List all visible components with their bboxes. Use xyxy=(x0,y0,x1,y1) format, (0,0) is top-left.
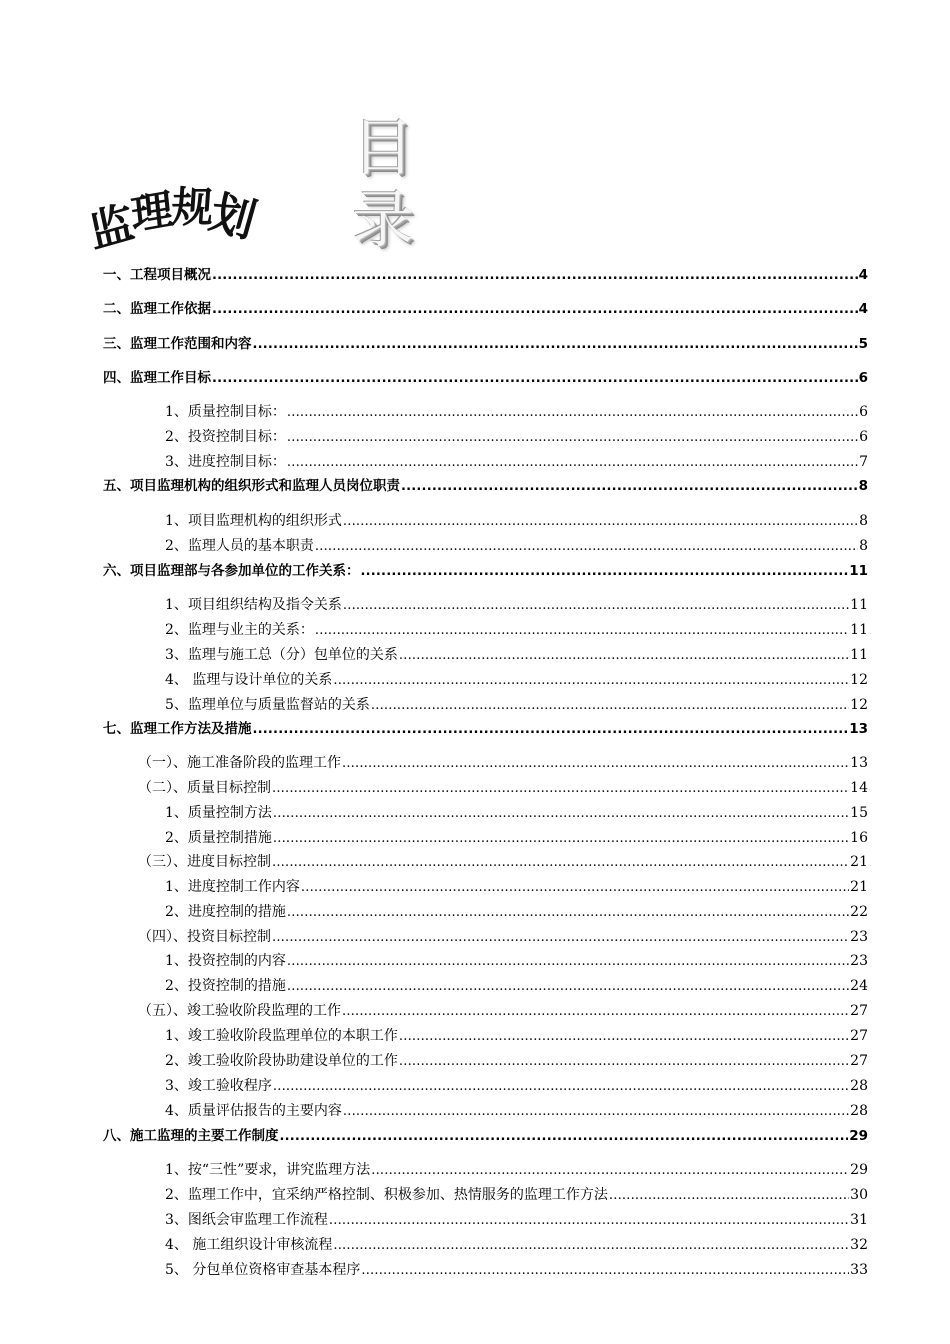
toc-entry-title: 五、项目监理机构的组织形式和监理人员岗位职责 xyxy=(103,478,400,494)
toc-entry-title: （五）、竣工验收阶段监理的工作 xyxy=(138,1003,341,1019)
toc-entry-title: 六、项目监理部与各参加单位的工作关系： xyxy=(103,563,360,579)
toc-entry-page: 27 xyxy=(850,1003,868,1019)
dot-leader xyxy=(287,903,849,921)
toc-entry-title: 四、监理工作目标 xyxy=(103,370,211,386)
toc-entry[interactable] xyxy=(103,369,868,387)
toc-entry-title: 1、质量控制方法 xyxy=(165,805,272,821)
toc-entry-page: 4 xyxy=(858,267,868,283)
toc-entry-title: 八、施工监理的主要工作制度 xyxy=(103,1128,279,1144)
dot-leader xyxy=(399,1027,849,1045)
wordart-char: 监 xyxy=(84,196,138,258)
toc-entry-title: 4、 监理与设计单位的关系 xyxy=(165,672,333,688)
toc-entry-page: 13 xyxy=(849,721,868,737)
toc-entry[interactable] xyxy=(165,671,868,689)
toc-entry-title: 1、项目组织结构及指令关系 xyxy=(165,597,342,613)
toc-entry-page: 30 xyxy=(850,1187,868,1203)
toc-entry[interactable] xyxy=(165,512,868,530)
toc-entry-page: 12 xyxy=(850,697,868,713)
dot-leader xyxy=(301,878,849,896)
dot-leader xyxy=(329,1211,849,1229)
toc-entry[interactable] xyxy=(165,1211,868,1229)
dot-leader xyxy=(272,779,849,797)
toc-entry[interactable] xyxy=(138,779,868,797)
toc-entry-page: 11 xyxy=(850,622,868,638)
toc-entry-title: 3、图纸会审监理工作流程 xyxy=(165,1212,328,1228)
toc-entry-page: 12 xyxy=(850,672,868,688)
toc-entry-title: 三、监理工作范围和内容 xyxy=(103,336,252,352)
toc-entry-title: 1、竣工验收阶段监理单位的本职工作 xyxy=(165,1028,398,1044)
toc-entry-page: 16 xyxy=(850,830,868,846)
toc-entry[interactable] xyxy=(165,1077,868,1095)
toc-entry-title: 2、监理与业主的关系： xyxy=(165,622,314,638)
toc-entry[interactable] xyxy=(165,537,868,555)
toc-entry[interactable] xyxy=(165,977,868,995)
toc-entry-page: 6 xyxy=(859,404,868,420)
toc-entry-page: 8 xyxy=(858,478,868,494)
toc-entry-page: 13 xyxy=(850,755,868,771)
dot-leader xyxy=(253,335,858,353)
dot-leader xyxy=(343,596,849,614)
toc-entry[interactable] xyxy=(165,696,868,714)
toc-entry-page: 27 xyxy=(850,1053,868,1069)
toc-entry[interactable] xyxy=(138,1002,868,1020)
dot-leader xyxy=(361,562,849,580)
toc-entry-page: 11 xyxy=(850,597,868,613)
dot-leader xyxy=(287,977,849,995)
dot-leader xyxy=(399,646,849,664)
toc-entry-page: 28 xyxy=(850,1078,868,1094)
page-title: 目 录 xyxy=(352,111,437,256)
toc-entry[interactable] xyxy=(165,1102,868,1120)
toc-entry-page: 22 xyxy=(850,904,868,920)
toc-entry[interactable] xyxy=(165,428,868,446)
toc-entry-page: 24 xyxy=(850,978,868,994)
toc-entry-title: （二）、质量目标控制 xyxy=(138,780,271,796)
toc-entry-title: 2、投资控制目标： xyxy=(165,429,286,445)
toc-entry-title: 1、质量控制目标： xyxy=(165,404,286,420)
toc-entry-title: （一）、施工准备阶段的监理工作 xyxy=(138,755,341,771)
toc-entry-page: 32 xyxy=(850,1237,868,1253)
toc-entry-page: 11 xyxy=(850,647,868,663)
toc-entry-title: （三）、进度目标控制 xyxy=(138,854,271,870)
wordart-char: 理 xyxy=(128,184,175,240)
toc-entry-title: 1、进度控制工作内容 xyxy=(165,879,300,895)
toc-entry[interactable] xyxy=(165,1261,868,1279)
toc-entry-title: （四）、投资目标控制 xyxy=(138,929,271,945)
toc-entry[interactable] xyxy=(165,878,868,896)
toc-entry-title: 1、投资控制的内容 xyxy=(165,953,286,969)
toc-entry[interactable] xyxy=(165,1186,868,1204)
dot-leader xyxy=(315,621,849,639)
dot-leader xyxy=(287,453,858,471)
toc-entry-page: 6 xyxy=(858,370,868,386)
toc-entry[interactable] xyxy=(103,562,868,580)
wordart-char: 规 xyxy=(170,182,215,232)
toc-entry-title: 3、进度控制目标： xyxy=(165,454,286,470)
toc-entry-title: 5、 分包单位资格审查基本程序 xyxy=(165,1262,361,1278)
dot-leader xyxy=(371,1161,849,1179)
toc-entry[interactable] xyxy=(165,1052,868,1070)
toc-entry-page: 28 xyxy=(850,1103,868,1119)
toc-entry-title: 4、质量评估报告的主要内容 xyxy=(165,1103,342,1119)
dot-leader xyxy=(287,428,858,446)
toc-entry-page: 8 xyxy=(859,513,868,529)
toc-entry-title: 七、监理工作方法及措施 xyxy=(103,721,252,737)
toc-entry-title: 3、监理与施工总（分）包单位的关系 xyxy=(165,647,398,663)
dot-leader xyxy=(272,853,849,871)
toc-entry[interactable] xyxy=(165,903,868,921)
toc-entry[interactable] xyxy=(103,266,868,284)
dot-leader xyxy=(342,1002,849,1020)
toc-entry[interactable] xyxy=(165,596,868,614)
dot-leader xyxy=(273,829,849,847)
toc-entry-title: 2、监理工作中，宜采纳严格控制、积极参加、热情服务的监理工作方法 xyxy=(165,1187,608,1203)
toc-entry-title: 2、投资控制的措施 xyxy=(165,978,286,994)
toc-entry-title: 二、监理工作依据 xyxy=(103,301,211,317)
dot-leader xyxy=(609,1186,849,1204)
dot-leader xyxy=(399,1052,849,1070)
toc-entry[interactable] xyxy=(138,754,868,772)
toc-entry-title: 2、监理人员的基本职责 xyxy=(165,538,314,554)
toc-entry-title: 1、按“三性”要求，讲究监理方法 xyxy=(165,1162,371,1178)
toc-entry-page: 7 xyxy=(859,454,868,470)
toc-entry-page: 21 xyxy=(850,854,868,870)
dot-leader xyxy=(343,1102,849,1120)
toc-entry-page: 15 xyxy=(850,805,868,821)
dot-leader xyxy=(287,403,858,421)
dot-leader xyxy=(253,720,849,738)
toc-entry-title: 4、 施工组织设计审核流程 xyxy=(165,1237,333,1253)
dot-leader xyxy=(212,300,858,318)
toc-entry-title: 一、工程项目概况 xyxy=(103,267,211,283)
toc-entry-page: 29 xyxy=(849,1128,868,1144)
toc-entry-title: 3、竣工验收程序 xyxy=(165,1078,272,1094)
toc-entry[interactable] xyxy=(165,1161,868,1179)
toc-entry-page: 4 xyxy=(858,301,868,317)
toc-entry[interactable] xyxy=(165,804,868,822)
toc-entry-title: 5、监理单位与质量监督站的关系 xyxy=(165,697,370,713)
toc-entry[interactable] xyxy=(103,335,868,353)
dot-leader xyxy=(342,754,849,772)
toc-entry-page: 23 xyxy=(850,953,868,969)
toc-entry[interactable] xyxy=(165,646,868,664)
toc-entry[interactable] xyxy=(103,720,868,738)
toc-entry-page: 5 xyxy=(858,336,868,352)
toc-entry[interactable] xyxy=(165,403,868,421)
toc-entry-title: 2、竣工验收阶段协助建设单位的工作 xyxy=(165,1053,398,1069)
toc-entry[interactable] xyxy=(103,1127,868,1145)
toc-entry-page: 33 xyxy=(850,1262,868,1278)
toc-entry-page: 23 xyxy=(850,929,868,945)
toc-entry-page: 11 xyxy=(849,563,868,579)
toc-entry[interactable] xyxy=(103,300,868,318)
toc-entry[interactable] xyxy=(165,621,868,639)
toc-entry[interactable] xyxy=(138,853,868,871)
toc-entry[interactable] xyxy=(165,952,868,970)
toc-entry-title: 2、进度控制的措施 xyxy=(165,904,286,920)
dot-leader xyxy=(343,512,858,530)
toc-entry-page: 27 xyxy=(850,1028,868,1044)
toc-entry-title: 1、项目监理机构的组织形式 xyxy=(165,513,342,529)
dot-leader xyxy=(212,266,858,284)
dot-leader xyxy=(315,537,858,555)
dot-leader xyxy=(287,952,849,970)
toc-entry[interactable] xyxy=(138,928,868,946)
toc-entry[interactable] xyxy=(165,1236,868,1254)
dot-leader xyxy=(333,1236,849,1254)
dot-leader xyxy=(273,1077,849,1095)
toc-entry-page: 21 xyxy=(850,879,868,895)
toc-entry-page: 29 xyxy=(850,1162,868,1178)
dot-leader xyxy=(280,1127,849,1145)
dot-leader xyxy=(212,369,858,387)
dot-leader xyxy=(333,671,849,689)
dot-leader xyxy=(273,804,849,822)
dot-leader xyxy=(361,1261,849,1279)
toc-entry[interactable] xyxy=(165,453,868,471)
wordart-char: 划 xyxy=(203,185,261,248)
toc-entry-page: 8 xyxy=(859,538,868,554)
toc-entry-title: 2、质量控制措施 xyxy=(165,830,272,846)
dot-leader xyxy=(371,696,849,714)
toc-entry[interactable] xyxy=(165,829,868,847)
toc-entry[interactable] xyxy=(103,477,868,495)
toc-entry-page: 31 xyxy=(850,1212,868,1228)
dot-leader xyxy=(401,477,858,495)
toc-entry-page: 14 xyxy=(850,780,868,796)
toc-entry-page: 6 xyxy=(859,429,868,445)
toc-entry[interactable] xyxy=(165,1027,868,1045)
dot-leader xyxy=(272,928,849,946)
